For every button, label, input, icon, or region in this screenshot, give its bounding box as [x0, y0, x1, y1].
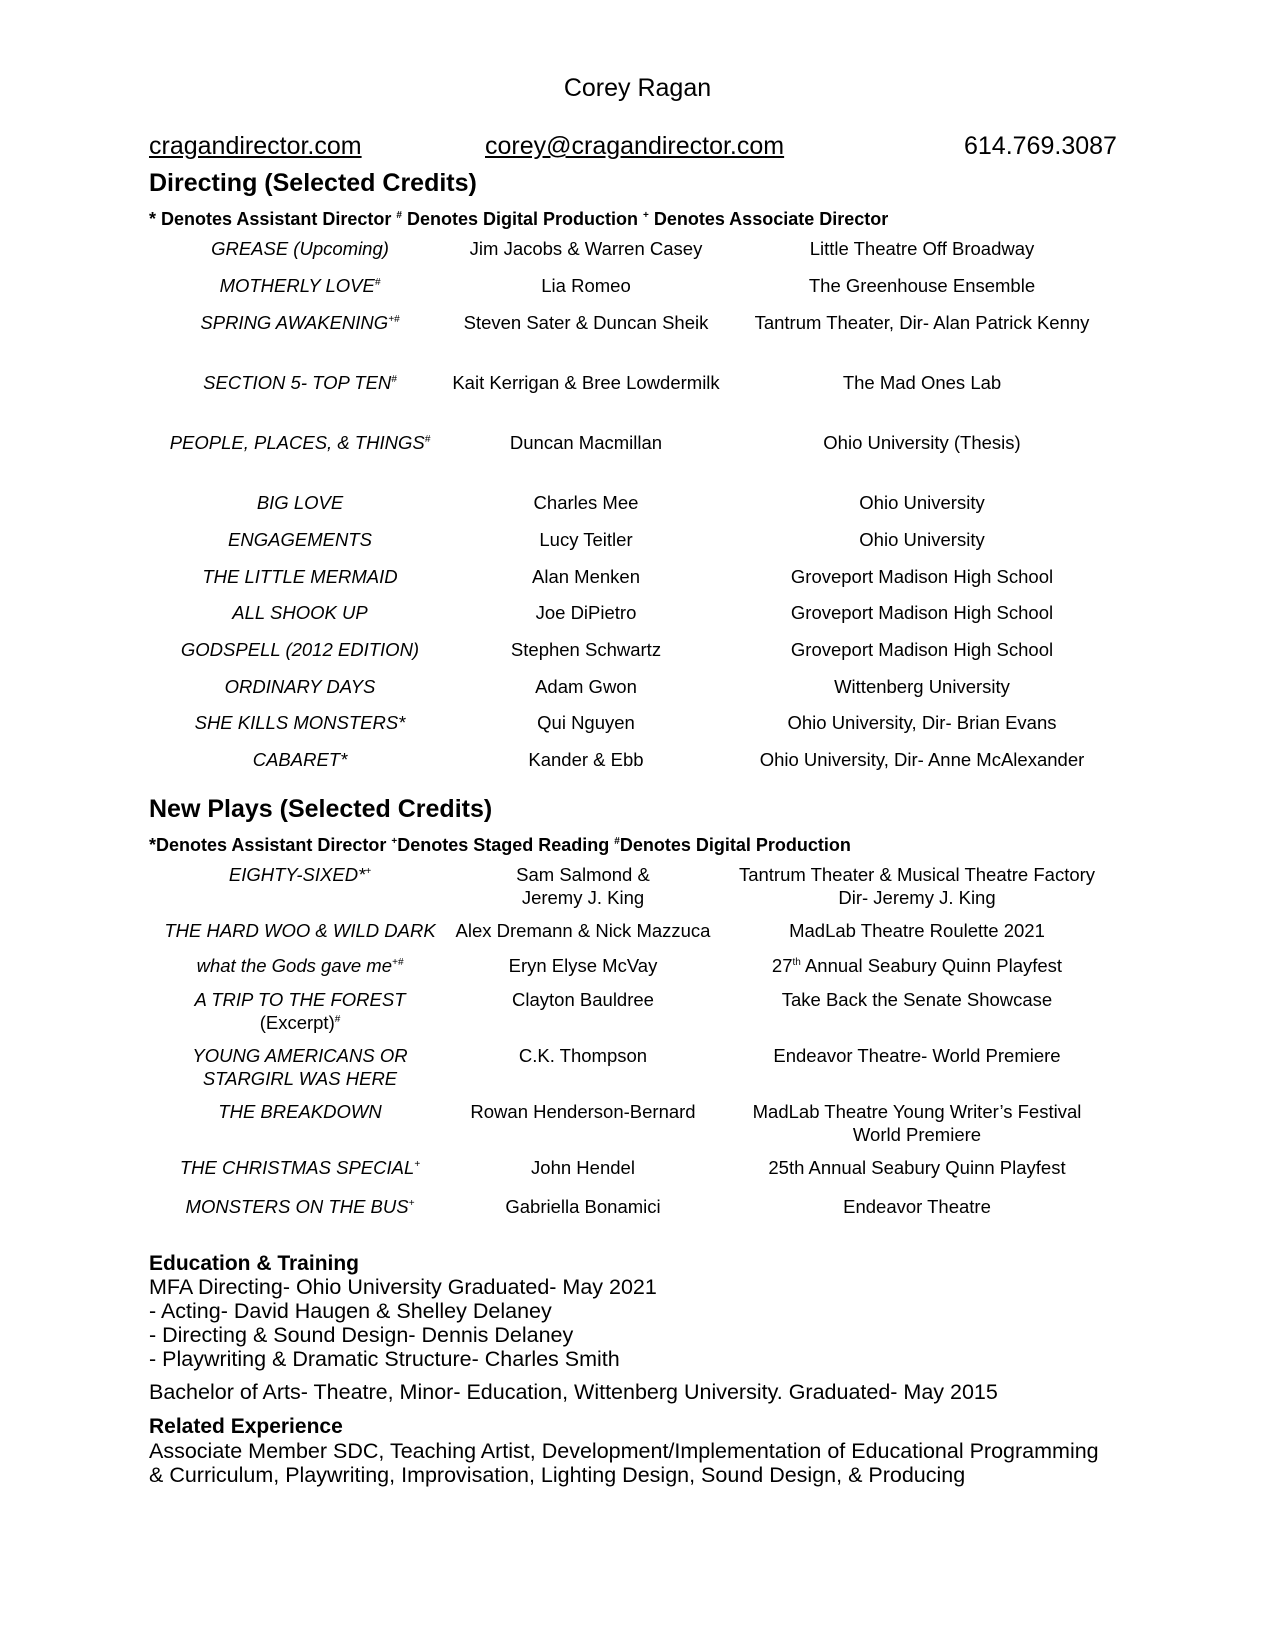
- play-venue: Tantrum Theater, Dir- Alan Patrick Kenny: [754, 312, 1090, 333]
- play-author: John Hendel: [531, 1157, 635, 1178]
- play-venue: Little Theatre Off Broadway: [809, 238, 1035, 259]
- play-author: Alan Menken: [532, 566, 640, 587]
- new-plays-legend: *Denotes Assistant Director +Denotes Staged Reading #Denotes Digital Production: [149, 835, 851, 855]
- play-venue: 25th Annual Seabury Quinn Playfest: [768, 1157, 1066, 1178]
- website-link[interactable]: cragandirector.com: [149, 132, 362, 160]
- play-venue: The Mad Ones Lab: [842, 372, 1002, 393]
- play-title: what the Gods gave me+#: [196, 955, 404, 976]
- play-title: YOUNG AMERICANS OR STARGIRL WAS HERE: [192, 1045, 408, 1089]
- resume-name: Corey Ragan: [563, 74, 712, 102]
- play-venue: Tantrum Theater & Musical Theatre Factory Dir- Jeremy J. King: [738, 864, 1096, 908]
- play-author: Sam Salmond & Jeremy J. King: [516, 864, 650, 908]
- play-author: Eryn Elyse McVay: [508, 955, 658, 976]
- play-title: ENGAGEMENTS: [228, 529, 372, 550]
- education-line: - Acting- David Haugen & Shelley Delaney: [149, 1299, 552, 1323]
- new-plays-heading: New Plays (Selected Credits): [149, 795, 493, 823]
- play-author: Jim Jacobs & Warren Casey: [469, 238, 703, 259]
- play-venue: Endeavor Theatre- World Premiere: [773, 1045, 1061, 1066]
- play-author: Kander & Ebb: [528, 749, 644, 770]
- education-heading: Education & Training: [149, 1252, 360, 1275]
- play-title: THE HARD WOO & WILD DARK: [164, 920, 436, 941]
- play-venue: Groveport Madison High School: [790, 602, 1054, 623]
- play-author: Stephen Schwartz: [510, 639, 662, 660]
- play-title: THE LITTLE MERMAID: [202, 566, 398, 587]
- play-author: Kait Kerrigan & Bree Lowdermilk: [452, 372, 720, 393]
- bachelor-line: Bachelor of Arts- Theatre, Minor- Education, Wittenberg University. Graduated- May 2015: [149, 1380, 998, 1404]
- play-title: MONSTERS ON THE BUS+: [185, 1196, 415, 1217]
- play-venue: Groveport Madison High School: [790, 639, 1054, 660]
- play-venue: Endeavor Theatre: [843, 1196, 991, 1217]
- play-title: EIGHTY-SIXED*+: [228, 864, 372, 885]
- play-venue: Groveport Madison High School: [790, 566, 1054, 587]
- play-title: SECTION 5- TOP TEN#: [203, 372, 397, 393]
- play-author: Duncan Macmillan: [509, 432, 663, 453]
- play-venue: Ohio University, Dir- Brian Evans: [787, 712, 1057, 733]
- education-line: MFA Directing- Ohio University Graduated- May 2021: [149, 1275, 657, 1299]
- play-venue: Wittenberg University: [834, 676, 1010, 697]
- related-line: Associate Member SDC, Teaching Artist, Development/Implementation of Educational Programming: [149, 1439, 1099, 1463]
- play-title: PEOPLE, PLACES, & THINGS#: [169, 432, 431, 453]
- play-author: Steven Sater & Duncan Sheik: [463, 312, 709, 333]
- play-title: A TRIP TO THE FOREST (Excerpt)#: [194, 989, 406, 1033]
- play-venue: Ohio University: [859, 529, 985, 550]
- play-title: SHE KILLS MONSTERS*: [194, 712, 406, 733]
- play-author: Charles Mee: [533, 492, 639, 513]
- play-author: Adam Gwon: [535, 676, 637, 697]
- play-venue: 27th Annual Seabury Quinn Playfest: [771, 955, 1063, 976]
- education-line: - Directing & Sound Design- Dennis Delaney: [149, 1323, 574, 1347]
- directing-heading: Directing (Selected Credits): [149, 169, 477, 197]
- email-link[interactable]: corey@cragandirector.com: [485, 132, 785, 160]
- play-author: Joe DiPietro: [535, 602, 637, 623]
- play-title: SPRING AWAKENING+#: [200, 312, 400, 333]
- play-title: MOTHERLY LOVE#: [219, 275, 381, 296]
- play-title: BIG LOVE: [256, 492, 344, 513]
- play-title: ALL SHOOK UP: [232, 602, 368, 623]
- play-title: CABARET*: [252, 749, 348, 770]
- play-title: THE BREAKDOWN: [218, 1101, 382, 1122]
- play-venue: Ohio University, Dir- Anne McAlexander: [759, 749, 1085, 770]
- play-author: Lia Romeo: [541, 275, 631, 296]
- play-venue: The Greenhouse Ensemble: [808, 275, 1036, 296]
- play-author: Alex Dremann & Nick Mazzuca: [455, 920, 711, 941]
- play-title: GODSPELL (2012 EDITION): [180, 639, 420, 660]
- play-title: ORDINARY DAYS: [224, 676, 376, 697]
- play-author: Rowan Henderson-Bernard: [470, 1101, 696, 1122]
- related-heading: Related Experience: [149, 1415, 343, 1438]
- play-venue: Take Back the Senate Showcase: [781, 989, 1053, 1010]
- play-title: THE CHRISTMAS SPECIAL+: [179, 1157, 421, 1178]
- play-venue: MadLab Theatre Roulette 2021: [789, 920, 1045, 941]
- play-author: Clayton Bauldree: [512, 989, 654, 1010]
- play-author: Qui Nguyen: [537, 712, 635, 733]
- play-author: C.K. Thompson: [518, 1045, 648, 1066]
- play-author: Lucy Teitler: [539, 529, 633, 550]
- play-venue: Ohio University: [859, 492, 985, 513]
- play-title: GREASE (Upcoming): [211, 238, 389, 259]
- education-line: - Playwriting & Dramatic Structure- Charles Smith: [149, 1347, 620, 1371]
- phone-number: 614.769.3087: [964, 132, 1117, 160]
- related-line: & Curriculum, Playwriting, Improvisation, Lighting Design, Sound Design, & Producing: [149, 1463, 966, 1487]
- play-venue: MadLab Theatre Young Writer’s Festival World Premiere: [752, 1101, 1082, 1145]
- directing-legend: * Denotes Assistant Director # Denotes Digital Production + Denotes Associate Director: [149, 209, 889, 229]
- play-venue: Ohio University (Thesis): [823, 432, 1021, 453]
- play-author: Gabriella Bonamici: [505, 1196, 661, 1217]
